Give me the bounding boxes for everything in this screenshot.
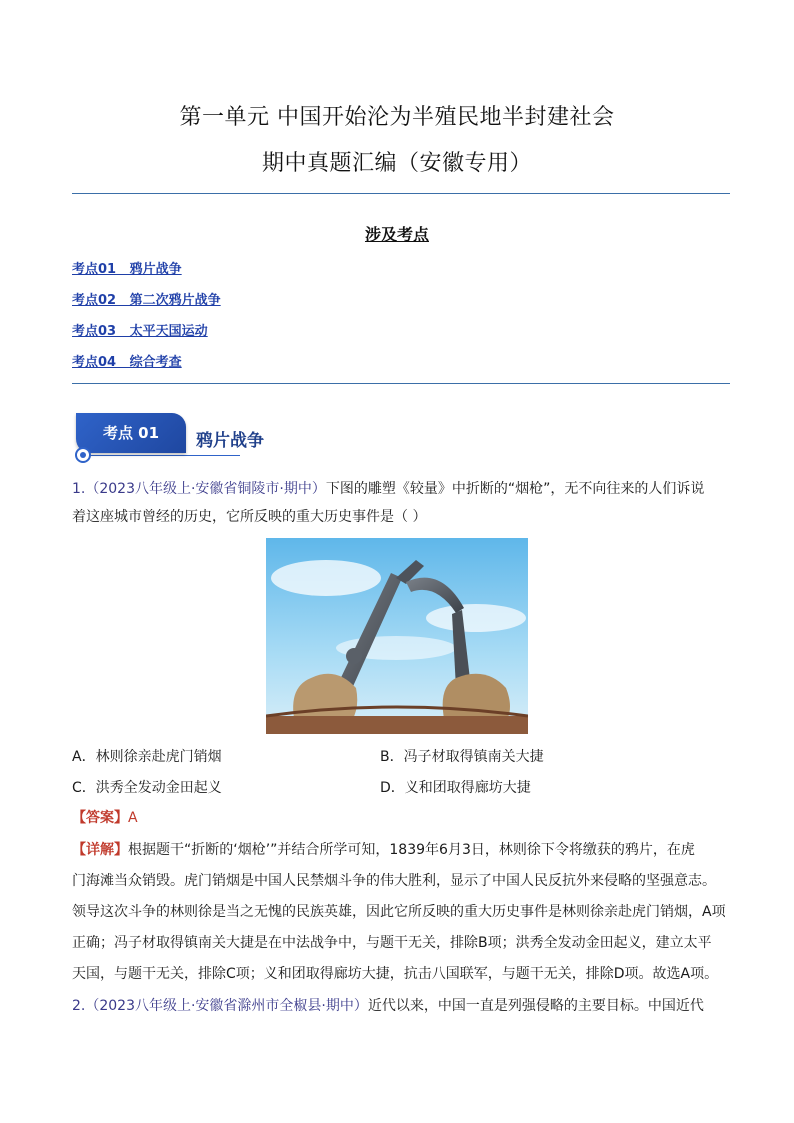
question-2-stem	[72, 991, 732, 1021]
answer-line	[72, 803, 732, 833]
question-1-source: 1.（2023八年级上·安徽省铜陵市·期中）	[72, 481, 326, 497]
topic-link-03[interactable]: 考点03 太平天国运动	[72, 324, 208, 339]
page-title: 第一单元 中国开始沦为半殖民地半封建社会	[179, 105, 615, 130]
answer-label: 【答案】	[72, 810, 128, 826]
option-c: C．洪秀全发动金田起义	[72, 780, 222, 796]
divider-bottom	[72, 383, 730, 384]
section-badge: 考点 01	[76, 413, 186, 453]
detail-line-2: 门海滩当众销毁。虎门销烟是中国人民禁烟斗争的伟大胜利，显示了中国人民反抗外来侵略的坚强意志。	[72, 873, 716, 889]
detail-line-5: 天国，与题干无关，排除C项；义和团取得廊坊大捷，抗击八国联军，与题干无关，排除D项。故选A项。	[72, 966, 719, 982]
topics-heading: 涉及考点	[364, 225, 429, 244]
option-d: D．义和团取得廊坊大捷	[380, 780, 531, 796]
topic-link-02[interactable]: 考点02 第二次鸦片战争	[72, 293, 221, 308]
detail-line-4: 正确；冯子材取得镇南关大捷是在中法战争中，与题干无关，排除B项；洪秀全发动金田起义，建立太平	[72, 935, 712, 951]
badge-dot-icon	[75, 447, 91, 463]
detail-label: 【详解】	[72, 842, 128, 858]
topic-link-04[interactable]: 考点04 综合考查	[72, 355, 182, 370]
question-2-text: 近代以来，中国一直是列强侵略的主要目标。中国近代	[367, 998, 704, 1014]
question-1-stem-line-1: 下图的雕塑《较量》中折断的“烟枪”，无不向往来的人们诉说	[325, 481, 705, 497]
divider-top	[72, 193, 730, 194]
option-b: B．冯子材取得镇南关大捷	[380, 749, 544, 765]
detail-text-1: 根据题干“折断的‘烟枪’”并结合所学可知，1839年6月3日，林则徐下令将缴获的鸦片，在虎	[128, 842, 695, 858]
detail-line-1	[72, 835, 732, 865]
question-1-stem-line-2: 着这座城市曾经的历史，它所反映的重大历史事件是（ ）	[72, 509, 427, 525]
sculpture-photo	[266, 538, 528, 734]
detail-line-3: 领导这次斗争的林则徐是当之无愧的民族英雄，因此它所反映的重大历史事件是林则徐亲赴虎门销烟，A项	[72, 904, 726, 920]
topic-link-01[interactable]: 考点01 鸦片战争	[72, 262, 182, 277]
answer-value: A	[128, 810, 138, 826]
question-1-stem-continued	[72, 502, 732, 532]
question-1-stem	[72, 474, 732, 504]
badge-underline	[90, 455, 240, 456]
question-2-source: 2.（2023八年级上·安徽省滁州市全椒县·期中）	[72, 998, 368, 1014]
section-title: 鸦片战争	[196, 431, 264, 451]
option-a: A．林则徐亲赴虎门销烟	[72, 749, 222, 765]
page-subtitle: 期中真题汇编（安徽专用）	[261, 151, 532, 176]
